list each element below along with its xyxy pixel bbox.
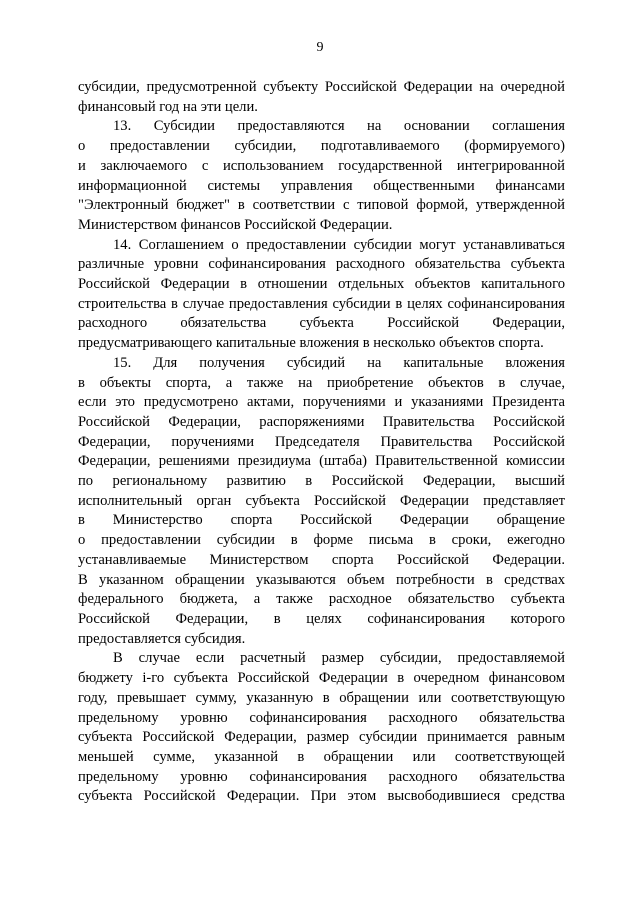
text-line: по региональному развитию в Российской Федерации, высший xyxy=(78,473,565,490)
text-line: субъекта Российской Федерации. При этом высвободившиеся средства xyxy=(78,788,565,805)
document-body xyxy=(78,78,565,807)
text-line: устанавливаемые Министерством спорта Российской Федерации. xyxy=(78,551,565,568)
paragraph xyxy=(78,354,565,650)
text-line: различные уровни софинансирования расходного обязательства субъекта xyxy=(78,256,565,273)
paragraph xyxy=(78,236,565,354)
text-line: предоставляется субсидия. xyxy=(78,630,246,647)
page-number: 9 xyxy=(316,40,324,55)
paragraph xyxy=(78,78,565,117)
text-line: строительства в случае предоставления субсидии в целях софинансирования xyxy=(78,295,565,312)
text-line: если это предусмотрено актами, поручениями и указаниями Президента xyxy=(78,394,565,411)
text-line: Федерации, решениями президиума (штаба) Правительственной комиссии xyxy=(78,453,565,470)
paragraph xyxy=(78,117,565,235)
text-line: 14. Соглашением о предоставлении субсидии могут устанавливаться xyxy=(113,236,565,253)
text-line: предусматривающего капитальные вложения в несколько объектов спорта. xyxy=(78,335,544,352)
paragraph xyxy=(78,649,565,807)
text-line: в Министерство спорта Российской Федерации обращение xyxy=(78,512,565,529)
text-line: В случае если расчетный размер субсидии, предоставляемой xyxy=(113,650,565,667)
text-line: финансовый год на эти цели. xyxy=(78,98,258,115)
text-line: году, превышает сумму, указанную в обращении или соответствующую xyxy=(78,689,565,706)
text-line: Российской Федерации в отношении отдельных объектов капитального xyxy=(78,276,565,293)
text-line: федерального бюджета, а также расходное обязательство субъекта xyxy=(78,591,565,608)
text-line: В указанном обращении указываются объем потребности в средствах xyxy=(78,571,565,588)
text-line: субсидии, предусмотренной субъекту Российской Федерации на очередной xyxy=(78,79,565,95)
text-line: расходного обязательства субъекта Российской Федерации, xyxy=(78,315,565,332)
text-line: "Электронный бюджет" в соответствии с типовой формой, утвержденной xyxy=(78,197,565,214)
text-line: информационной системы управления общественными финансами xyxy=(78,177,565,194)
text-line: о предоставлении субсидии, подготавливаемого (формируемого) xyxy=(78,138,565,155)
text-line: 15. Для получения субсидий на капитальные вложения xyxy=(113,354,565,371)
text-line: бюджету i-го субъекта Российской Федерации в очередном финансовом xyxy=(78,670,565,687)
text-line: Министерством финансов Российской Федерации. xyxy=(78,216,393,233)
text-line: Российской Федерации, распоряжениями Правительства Российской xyxy=(78,413,565,430)
text-line: субъекта Российской Федерации, размер субсидии принимается равным xyxy=(78,729,565,746)
text-line: Российской Федерации, в целях софинансирования которого xyxy=(78,610,565,627)
text-line: о предоставлении субсидии в форме письма в сроки, ежегодно xyxy=(78,532,565,549)
text-line: и заключаемого с использованием государственной интегрированной xyxy=(78,157,565,174)
text-line: Федерации, поручениями Председателя Правительства Российской xyxy=(78,433,565,450)
text-line: предельному уровню софинансирования расходного обязательства xyxy=(78,768,565,785)
text-line: предельному уровню софинансирования расходного обязательства xyxy=(78,709,565,726)
text-line: исполнительный орган субъекта Российской Федерации представляет xyxy=(78,492,565,509)
text-line: меньшей сумме, указанной в обращении или соответствующей xyxy=(78,748,565,765)
text-line: 13. Субсидии предоставляются на основании соглашения xyxy=(113,118,565,135)
text-line: в объекты спорта, а также на приобретение объектов в случае, xyxy=(78,374,565,391)
